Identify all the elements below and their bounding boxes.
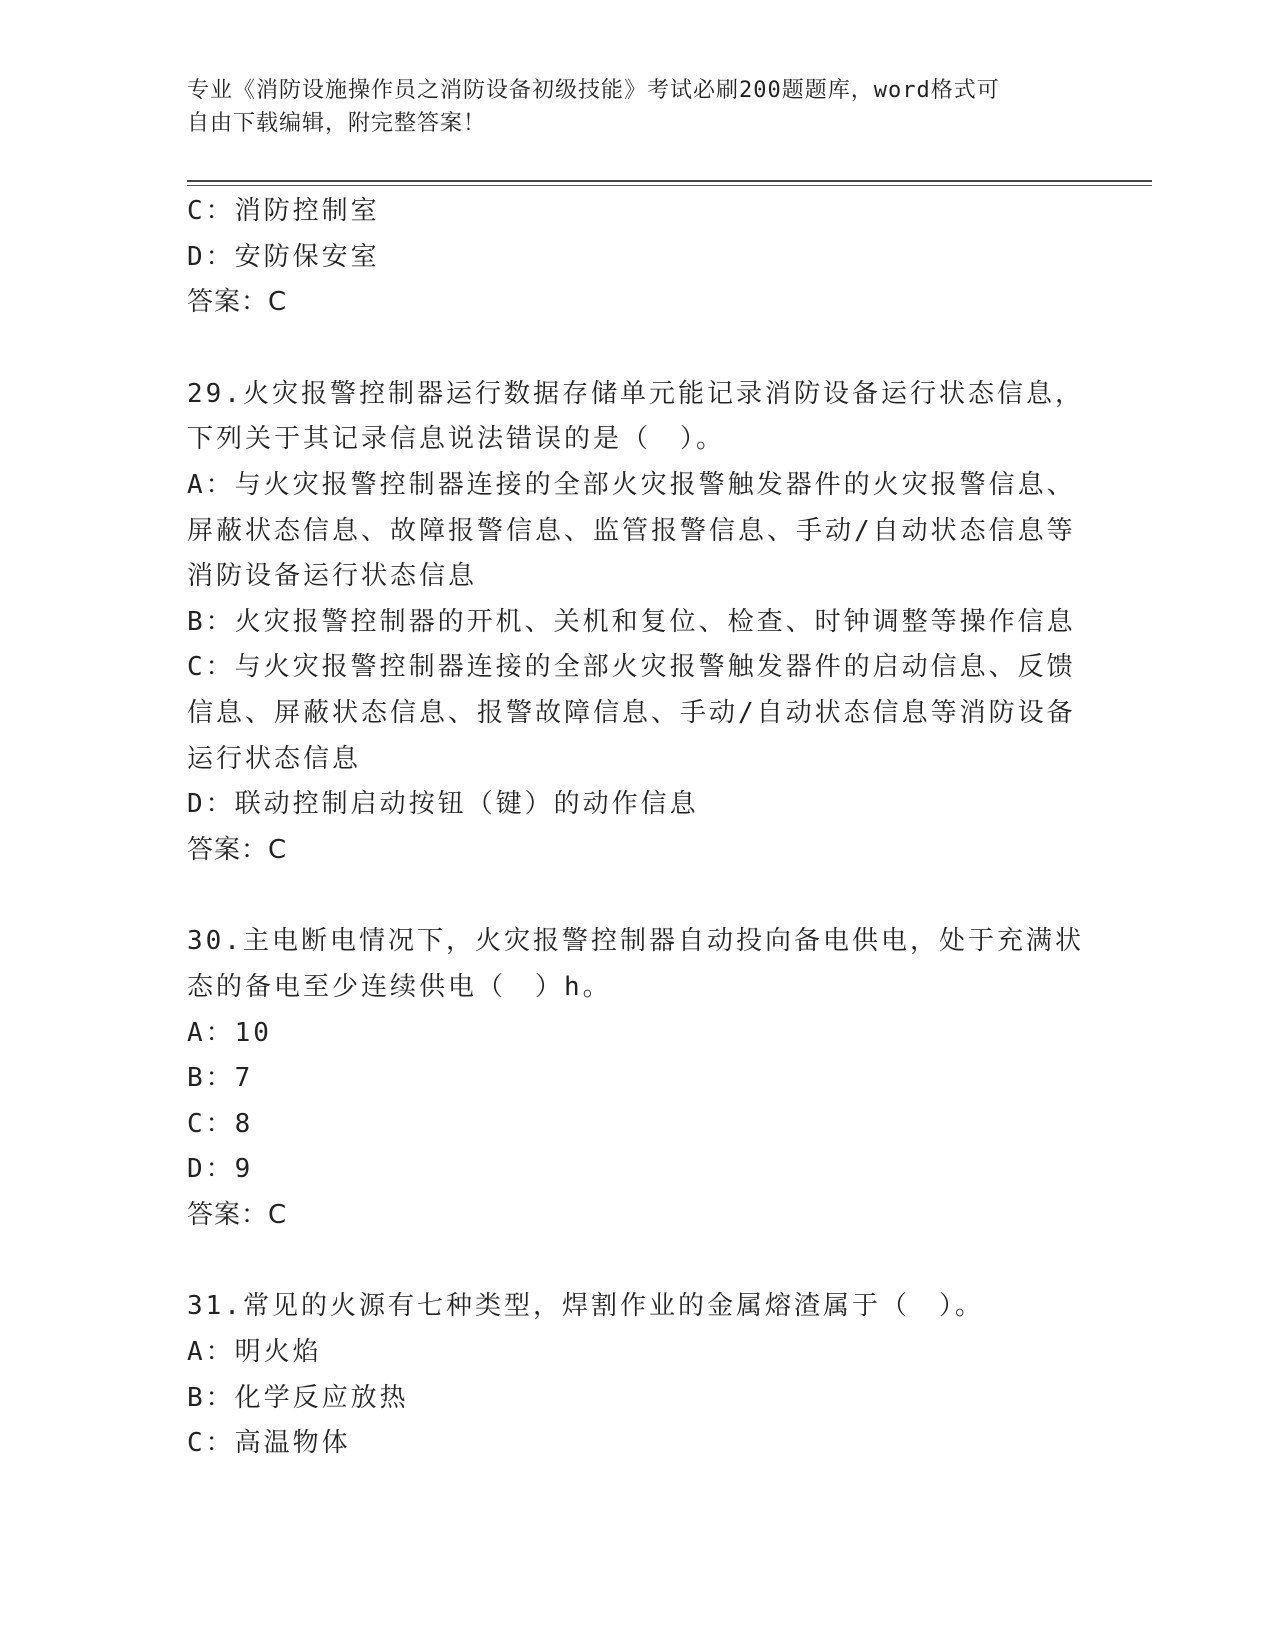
question-stem: 31.常见的火源有七种类型，焊割作业的金属熔渣属于（ ）。: [187, 1291, 984, 1322]
header-divider-thick: [187, 180, 1152, 182]
option-b: B：7: [187, 1063, 254, 1094]
option-c: C：高温物体: [187, 1428, 351, 1459]
answer: 答案：C: [187, 1199, 288, 1230]
option-b: B：火灾报警控制器的开机、关机和复位、检查、时钟调整等操作信息: [187, 606, 1076, 637]
header-divider-thin: [187, 185, 1152, 186]
option-c: C：8: [187, 1108, 254, 1139]
question-stem: 态的备电至少连续供电（ ）h。: [187, 971, 612, 1002]
option-a: A：与火灾报警控制器连接的全部火灾报警触发器件的火灾报警信息、: [187, 469, 1076, 500]
question-28-tail: [187, 189, 1087, 326]
header-line-1: 专业《消防设施操作员之消防设备初级技能》考试必刷200题题库，word格式可: [187, 78, 1000, 103]
document-header: [187, 74, 1067, 140]
option-c: 运行状态信息: [187, 743, 362, 774]
option-b: B：化学反应放热: [187, 1382, 409, 1413]
option-a: 消防设备运行状态信息: [187, 561, 478, 592]
spacer: [187, 1238, 1087, 1284]
option-a: 屏蔽状态信息、故障报警信息、监管报警信息、手动/自动状态信息等: [187, 515, 1076, 546]
question-31: [187, 1284, 1087, 1466]
option-c: C：消防控制室: [187, 196, 380, 226]
header-line-2: 自由下载编辑，附完整答案！: [187, 111, 487, 136]
question-stem: 30.主电断电情况下，火灾报警控制器自动投向备电供电，处于充满状: [187, 926, 1084, 957]
answer: 答案：C: [187, 834, 288, 865]
option-d: D：联动控制启动按钮（键）的动作信息: [187, 789, 699, 820]
option-d: D：安防保安室: [187, 241, 380, 272]
option-c: C：与火灾报警控制器连接的全部火灾报警触发器件的启动信息、反馈: [187, 652, 1076, 683]
question-stem: 下列关于其记录信息说法错误的是（ ）。: [187, 424, 726, 455]
question-29: [187, 372, 1087, 874]
answer: 答案：C: [187, 287, 288, 318]
document-body: [187, 189, 1087, 1467]
option-c: 信息、屏蔽状态信息、报警故障信息、手动/自动状态信息等消防设备: [187, 697, 1076, 728]
question-stem: 29.火灾报警控制器运行数据存储单元能记录消防设备运行状态信息，: [187, 378, 1084, 409]
option-d: D：9: [187, 1154, 254, 1185]
option-a: A：10: [187, 1017, 272, 1048]
spacer: [187, 326, 1087, 372]
spacer: [187, 873, 1087, 919]
question-30: [187, 919, 1087, 1238]
option-a: A：明火焰: [187, 1337, 322, 1368]
